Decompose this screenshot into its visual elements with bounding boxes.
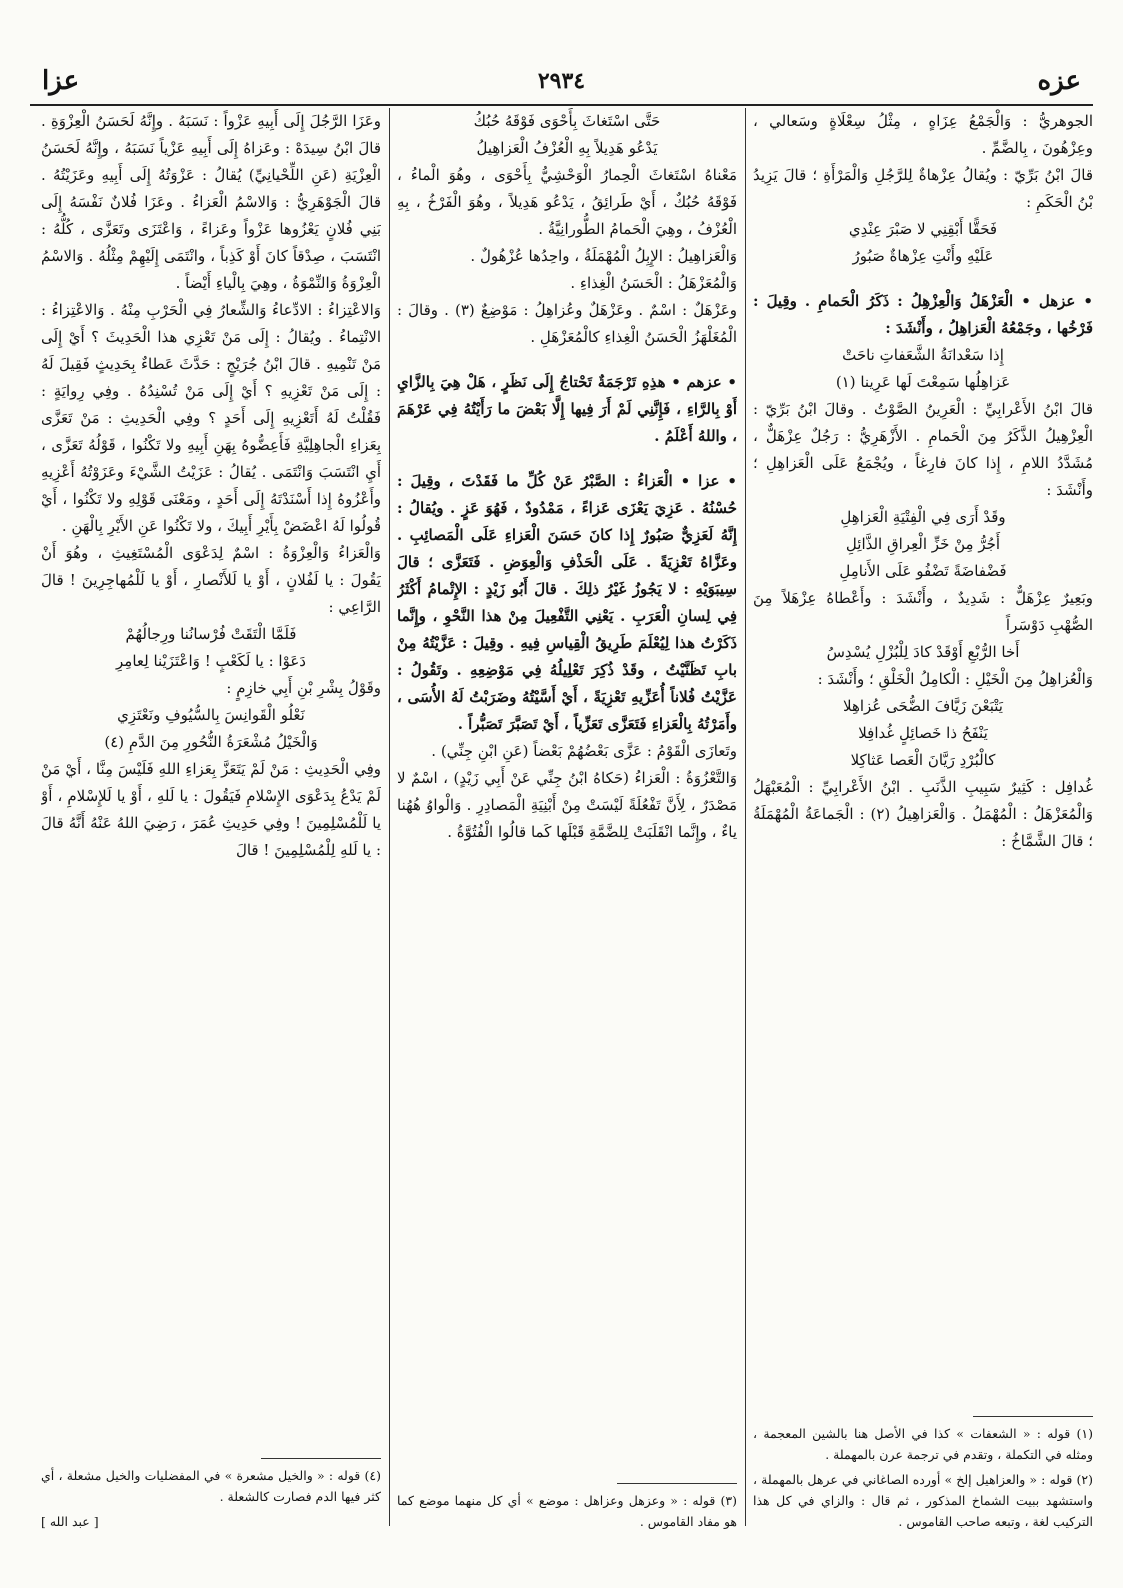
- column-left: [41, 108, 381, 1536]
- verse-line: دَعَوْا : يا لَكَعْبٍ ! وَاعْتَزَيْنا لِعامِرِ: [116, 652, 306, 670]
- column-body: [397, 108, 737, 1473]
- footnote: (٢) قوله : « والعزاهيل إلخ » أورده الصاغاني في عرهل بالمهملة ، واستشهد ببيت الشماخ المذكور ، ثم قال : والزاي في كل هذا التركيب لغة ، وتبعه صاحب القاموس .: [753, 1472, 1093, 1529]
- paragraph: وعَزَا الرَّجُلَ إِلَى أَبِيهِ عَزْواً : نَسَبَهُ . وإِنَّهُ لَحَسَنُ الْعِزْوَةِ . قالَ ابْنُ سِيدَهْ : وعَزاهُ إِلَى أَبِيهِ عَزْياً نَسَبَهُ ، وإِنَّهُ لَحَسَنُ الْعِزْيَةِ (عَنِ اللِّحْيانِيِّ) يُقالُ : عَزْوَتُهُ إِلَى أَبِيهِ وعَزَيْتُهُ . قالَ الْجَوْهَرِيُّ : وَالاسْمُ الْعَزاءُ . وعَزَا فُلانٌ نَفْسَهُ إِلَى بَنِي فُلانٍ يَعْزُوها عَزْواً وعَزاءً ، وَاعْتَزَى وتَعَزَّى ، كُلُّهُ : انْتَسَبَ ، صِدْقاً كانَ أَوْ كَذِباً ، وانْتَمَى إِلَيْهِمْ مِثْلُهُ . وَالاسْمُ الْعِزْوَةُ وَالنِّمْوَةُ ، وهِيَ بِالْياءِ أَيْضاً .: [41, 112, 381, 292]
- paragraph: وقَوْلُ بِشْرِ بْنِ أَبِي خازِمٍ :: [226, 679, 381, 697]
- paragraph: غُدافِل : كَثِيرٌ سَبِيبِ الذَّنَبِ . ابْنُ الأَعْرابِيِّ : الْمُعَبْهَلُ وَالْمُعَزْهَلُ : الْمُهْمَلُ . وَالْعَزاهِيلُ (٢) : الْجَماعَةُ الْمُهْمَلَةُ ؛ قالَ الشَّمَّاخُ :: [753, 778, 1093, 850]
- header-right-word: عزه: [1037, 66, 1081, 96]
- footnote: (٤) قوله : « والخيل مشعرة » في المفضليات والخيل مشعلة ، أي كثر فيها الدم فصارت كالشعلة .: [41, 1468, 381, 1504]
- paragraph: وتَعازَى الْقَوْمُ : عَزَّى بَعْضُهُمْ بَعْضاً (عَنِ ابْنِ جِنِّي) .: [431, 742, 737, 760]
- verse-line: يَنْفَحُ ذا خَصائِلٍ غُدافِلا: [858, 724, 988, 742]
- verse-line: أَجُرُّ مِنْ خَزِّ الْعِراقِ الذَّائِلِ: [845, 535, 1001, 553]
- footnote: (١) قوله : « الشعفات » كذا في الأصل هنا بالشين المعجمة ، ومثله في التكملة ، وتقدم في ترجمة عرن بالمهملة .: [753, 1426, 1093, 1462]
- column-body: [41, 108, 381, 1448]
- paragraph: وَالْعُزاهِلُ مِنَ الْخَيْلِ : الْكامِلُ الْخَلْقِ ؛ وأَنْشَدَ :: [817, 670, 1093, 688]
- header-left-word: عزا: [42, 66, 80, 96]
- verse-line: أَخا الرُّبْعِ أَوْقَدْ كادَ لِلْبُزْلِ يُسْدِسُ: [826, 643, 1020, 661]
- paragraph: وَالْمُعَزْهَلُ : الْحَسَنُ الْغِذاءِ .: [570, 274, 737, 292]
- verse-line: وَالْخَيْلُ مُشْعَرَةُ النُّحُورِ مِنَ الدَّمِ (٤): [104, 733, 318, 751]
- verse-line: حَتَّى اسْتَغاثَ بِأَحْوَى فَوْقَهُ حُبُكُ: [473, 112, 661, 130]
- verse-line: نَعْلُو الْقَوانِسَ بِالسُّيُوفِ ونَعْتَزِي: [117, 706, 305, 724]
- page-number: ٢٩٣٤: [537, 68, 586, 94]
- paragraph: الجوهريُّ : وَالْجَمْعُ عِزَاهٍ ، مِثْلُ سِعْلَاةٍ وسَعالي ، وعِزْهُونَ ، بِالضَّمِّ .: [753, 112, 1093, 157]
- verse-line: عَزاهِلُها سَمِعْتَ لَها عَرِينا (١): [835, 373, 1011, 391]
- paragraph: وعَزْهَلٌ : اسْمٌ . وعَزْهَلٌ وعُزاهِلُ : مَوْضِعٌ (٣) . وقالَ : الْمُغَلْهَزُ الْحَسَنُ الْغِذاءِ كالْمُعَزْهَلِ .: [397, 301, 737, 346]
- entry-paragraph: • عزا • الْعَزاءُ : الصَّبْرُ عَنْ كُلِّ ما فَقَدْتَ ، وقِيلَ : حُسْنُهُ . عَزِيَ يَعْزَى عَزاءً ، مَمْدُودٌ ، فَهُوَ عَزٍ . ويُقالُ : إِنَّهُ لَعَزِيٌّ صَبُورٌ إِذا كانَ حَسَنَ الْعَزاءِ عَلَى الْمَصائِبِ . وعَزَّاهُ تَعْزِيَةً . عَلَى الْحَذْفِ وَالْعِوَضِ . فَتَعَزَّى ؛ قالَ سِيبَوَيْهِ : لا يَجُوزُ غَيْرُ ذلِكَ . قالَ أَبُو زَيْدٍ : الإِتْمامُ أَكْثَرُ فِي لِسانِ الْعَرَبِ . يَعْنِي التَّفْعِيلَ مِنْ هذا النَّحْوِ ، وإِنَّما ذَكَرْتُ هذا لِيُعْلَمَ طَرِيقُ الْقِياسِ فِيهِ . وقِيلَ : عَزَّيْتُهُ مِنْ بابِ تَظَنَّيْتُ ، وقَدْ ذُكِرَ تَعْلِيلُهُ فِي مَوْضِعِهِ . وتَقُولُ : عَزَّيْتُ فُلاناً أُعَزِّيهِ تَعْزِيَةً ، أَيْ أَسَّيْتُهُ وضَرَبْتُ لَهُ الأُسَى ، وأَمَرْتُهُ بِالْعَزاءِ فَتَعَزَّى تَعَزِّياً ، أَيْ تَصَبَّرَ تَصَبُّراً .: [397, 472, 737, 733]
- verse-line: يَتْبَعْنَ زَيَّافَ الضُّحَى عُزاهِلا: [843, 697, 1003, 715]
- column-right: [753, 108, 1093, 1536]
- paragraph: وَالْعَزاءُ وَالْعِزْوَةُ : اسْمٌ لِدَعْوَى الْمُسْتَغِيثِ ، وهُوَ أَنْ يَقُولَ : يا لَفُلانٍ ، أَوْ يا لَلأَنْصارِ ، أَوْ يا لَلْمُهاجِرِينَ ! قالَ الرَّاعِي :: [41, 544, 381, 616]
- paragraph: وبَعِيرٌ عِزْهَلٌّ : شَدِيدٌ ، وأَنْشَدَ : وأَعْطاهُ عِزْهَلاً مِنَ الصُّهْبِ دَوْسَراً: [753, 589, 1093, 634]
- footnote-signature: [ عبد الله ]: [41, 1514, 99, 1529]
- column-divider: [745, 108, 746, 1526]
- paragraph: وَالتَّعْزُوَةُ : الْعَزاءُ (حَكاهُ ابْنُ جِنِّي عَنْ أَبِي زَيْدٍ) ، اسْمٌ لا مَصْدَرٌ ، لِأَنَّ تَفْعُلَةً لَيْسَتْ مِنْ أَبْنِيَةِ الْمَصادِرِ . وَالْواوُ هُهُنا ياءٌ ، وإِنَّما انْقَلَبَتْ لِلضَّمَّةِ قَبْلَها كَما قالُوا الْفُتُوَّةُ .: [397, 769, 737, 841]
- paragraph: وفِي الْحَدِيثِ : مَنْ لَمْ يَتَعَزَّ بِعَزاءِ اللهِ فَلَيْسَ مِنَّا ، أَيْ مَنْ لَمْ يَدْعُ بِدَعْوَى الإِسْلامِ فَيَقُولَ : يا لَلهِ ، أَوْ يا لَلإِسْلامِ ، أَوْ يا لَلْمُسْلِمِينَ ! وفِي حَدِيثِ عُمَرَ ، رَضِيَ اللهُ عَنْهُ أَنَّهُ قالَ : يا لَلهِ لِلْمُسْلِمِينَ ! قالَ: [41, 760, 381, 859]
- column-middle: [397, 108, 737, 1536]
- paragraph: وَالْعَزاهِيلُ : الإِبِلُ الْمُهْمَلَةُ ، واحِدُها عُزْهُولٌ .: [470, 247, 737, 265]
- verse-line: وقَدْ أَرَى فِي الْفِتْيَةِ الْعَزاهِلِ: [840, 508, 1006, 526]
- verse-line: كالْبُرْدِ رَيَّانَ الْعَصا عَثاكِلا: [850, 751, 996, 769]
- verse-line: فَحَقًّا أَبْقِنِي لا صَبْرَ عِنْدِي: [848, 220, 998, 238]
- paragraph: قالَ ابْنُ الأَعْرابِيِّ : الْعَرِينُ الصَّوْتُ . وقالَ ابْنُ بَرِّيّ : الْعِزْهِيلُ الذَّكَرُ مِنَ الْحَمامِ . الأَزْهَرِيُّ : رَجُلٌ عِزْهَلٌّ ، مُشَدَّدُ اللامِ ، إِذا كانَ فارِغاً ، ويُجْمَعُ عَلَى الْعَزاهِلِ ؛ وأَنْشَدَ :: [753, 400, 1093, 499]
- entry-paragraph: • عزهل • الْعَزْهَلُ وَالْعِزْهِلُ : ذَكَرُ الْحَمامِ . وقِيلَ : فَرْخُها ، وجَمْعُهُ الْعَزاهِلُ ، وأَنْشَدَ :: [753, 292, 1093, 337]
- footnote-rule: [617, 1483, 737, 1484]
- running-header: [30, 66, 1093, 106]
- footnote: (٣) قوله : « وعزهل وعزاهل : موضع » أي كل منهما موضع كما هو مفاد القاموس .: [397, 1493, 737, 1529]
- verse-line: يَدْعُو هَدِيلاً بِهِ الْعُزْفُ الْعَزاهِيلُ: [476, 139, 658, 157]
- paragraph: قالَ ابْنُ بَرِّيّ : ويُقالُ عِزْهاةٌ لِلرَّجُلِ وَالْمَرْأَةِ ؛ قالَ يَزِيدُ بْنُ الْحَكَمِ :: [753, 166, 1093, 211]
- column-divider: [389, 108, 390, 1526]
- footnote-rule: [261, 1458, 381, 1459]
- column-body: [753, 108, 1093, 1406]
- footnote-rule: [973, 1416, 1093, 1417]
- paragraph: مَعْناهُ اسْتَغاثَ الْحِمارُ الْوَحْشِيُّ بِأَحْوَى ، وهُوَ الْماءُ ، فَوْقَهُ حُبُكٌ ، أَيْ طَرائِقُ ، يَدْعُو هَدِيلاً ، وهُوَ الْفَرْخُ ، بِهِ الْعُزْفُ ، وهِيَ الْحَمامُ الطُّورانِيَّةُ .: [397, 166, 737, 238]
- entry-paragraph: • عزهم • هذِهِ تَرْجَمَةٌ تَحْتاجُ إِلَى نَظَرٍ ، هَلْ هِيَ بِالزَّايِ أَوْ بِالرَّاءِ ، فَإِنَّنِي لَمْ أَرَ فِيها إِلَّا بَعْضَ ما رَأَيْتُهُ فِي عَرْهَمَ ، واللهُ أَعْلَمُ .: [397, 373, 737, 445]
- paragraph: وَالاعْتِزاءُ : الادِّعاءُ وَالشِّعارُ فِي الْحَرْبِ مِنْهُ . وَالاعْتِزاءُ : الانْتِماءُ . ويُقالُ : إِلَى مَنْ تَعْزِي هذا الْحَدِيثَ ؟ أَيْ إِلَى مَنْ تَنْمِيهِ . قالَ ابْنُ جُرَيْجٍ : حَدَّثَ عَطاءٌ بِحَدِيثٍ فَقِيلَ لَهُ : إِلَى مَنْ تَعْزِيهِ ؟ أَيْ إِلَى مَنْ تُسْنِدُهُ . وفِي رِوايَةٍ : فَقُلْتُ لَهُ أَتَعْزِيهِ إِلَى أَحَدٍ ؟ وفِي الْحَدِيثِ : مَنْ تَعَزَّى بِعَزاءِ الْجاهِلِيَّةِ فَأَعِضُّوهُ بِهَنِ أَبِيهِ ولا تَكْنُوا ، قَوْلُهُ تَعَزَّى ، أَيِ انْتَسَبَ وَانْتَمَى . يُقالُ : عَزَيْتُ الشَّيْءَ وعَزَوْتُهُ أَعْزِيهِ وأَعْزُوهُ إِذا أَسْنَدْتَهُ إِلَى أَحَدٍ ، ومَعْنَى قَوْلِهِ ولا تَكْنُوا ، أَيْ قُولُوا لَهُ اعْضَضْ بِأَيْرِ أَبِيكَ ، ولا تَكْنُوا عَنِ الأَيْرِ بِالْهَنِ .: [41, 301, 381, 535]
- text-columns: [30, 108, 1093, 1536]
- verse-line: عَلَيْهِ وأَنْتِ عِزْهاةٌ صَبُورُ: [852, 247, 994, 265]
- verse-line: فَضْفاضَةً تَضْفُو عَلَى الأَنامِلِ: [839, 562, 1007, 580]
- verse-line: فَلَمَّا الْتَقَتْ فُرْسانُنا ورِجالُهُمْ: [125, 625, 297, 643]
- verse-line: إِذا سَعْدانَةُ الشَّعَفاتِ ناحَتْ: [842, 346, 1004, 364]
